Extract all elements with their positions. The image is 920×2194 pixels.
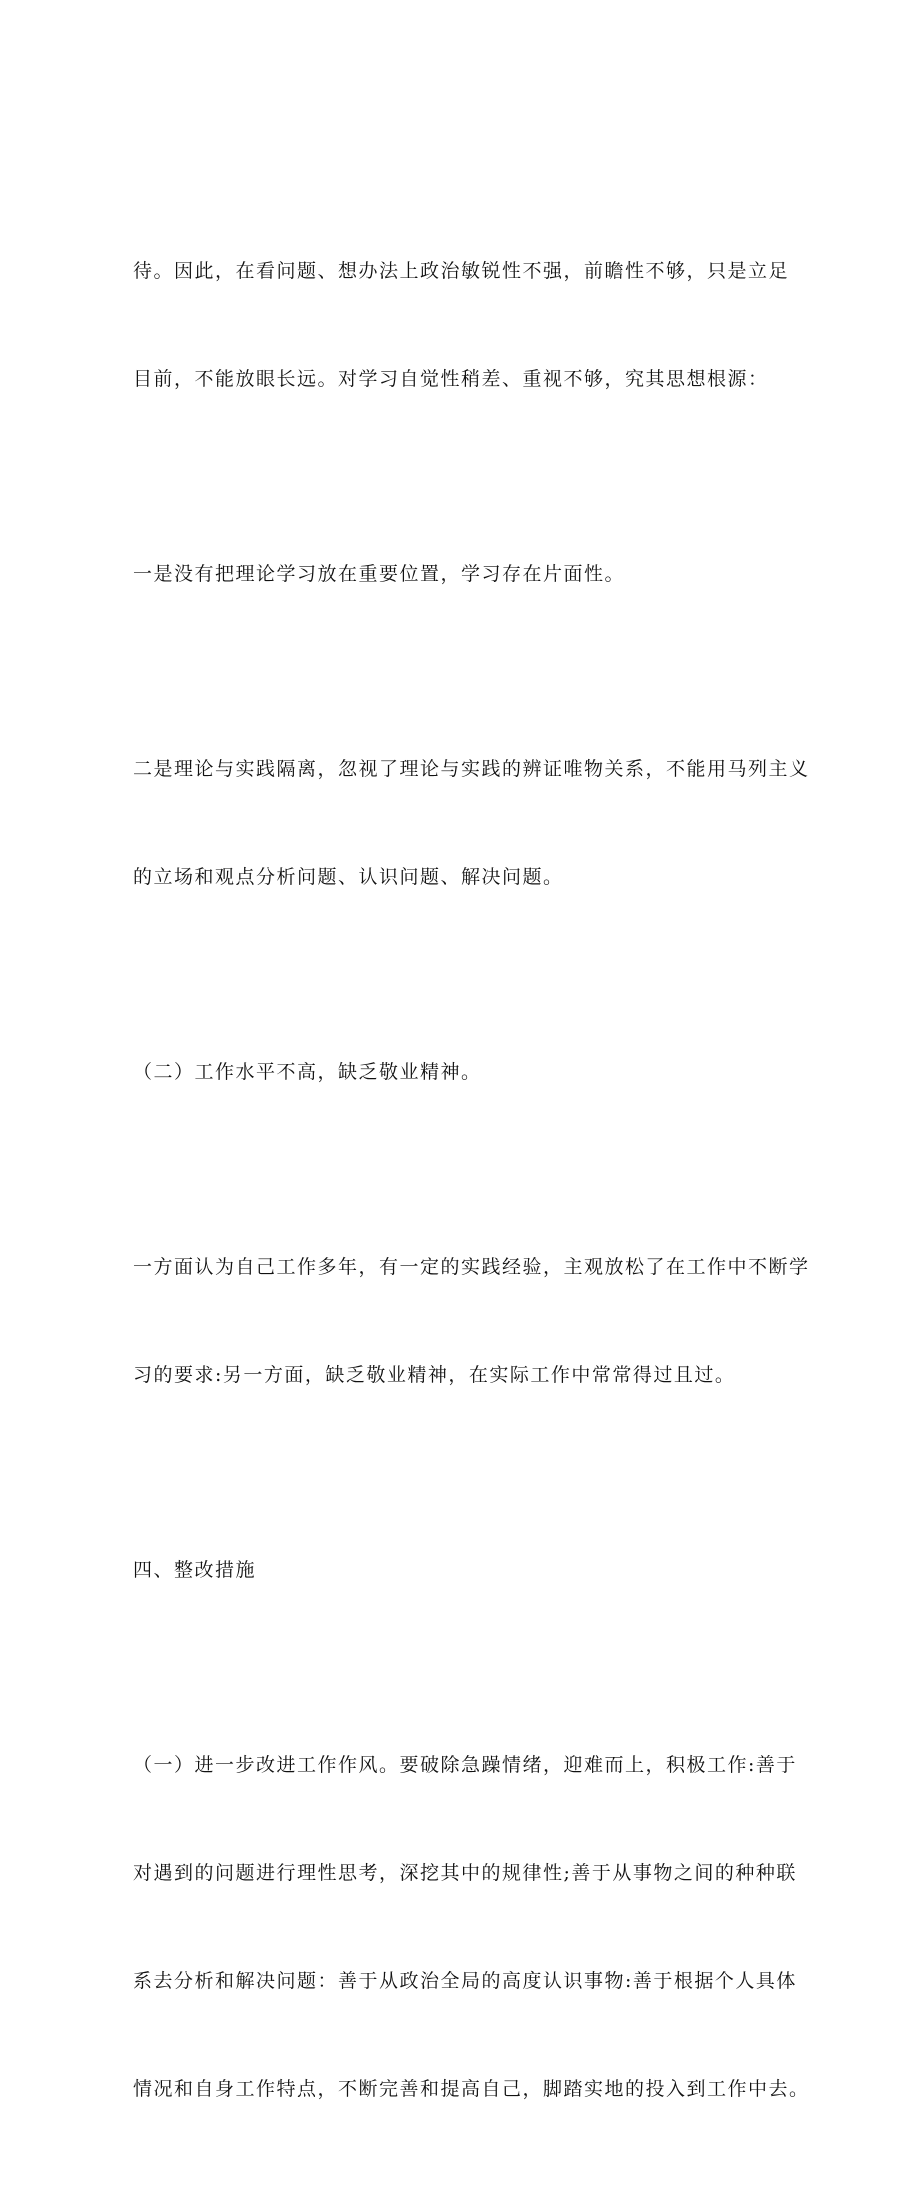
text-line: 的立场和观点分析问题、认识问题、解决问题。 (133, 866, 564, 888)
text-line: 一是没有把理论学习放在重要位置，学习存在片面性。 (133, 563, 626, 585)
paragraph-work-level (133, 1177, 833, 1465)
text-line: 习的要求:另一方面，缺乏敬业精神，在实际工作中常常得过且过。 (133, 1364, 736, 1386)
text-line: 二是理论与实践隔离，忽视了理论与实践的辨证唯物关系，不能用马列主义 (133, 758, 810, 780)
text-line: 一方面认为自己工作多年，有一定的实践经验，主观放松了在工作中不断学 (133, 1256, 810, 1278)
paragraph-point-one (133, 484, 833, 664)
paragraph-point-two (133, 679, 833, 967)
text-line: 情况和自身工作特点，不断完善和提高自己，脚踏实地的投入到工作中去。 (133, 2078, 810, 2100)
text-line: 待。因此，在看问题、想办法上政治敏锐性不强，前瞻性不够，只是立足 (133, 260, 790, 282)
text-line: 对遇到的问题进行理性思考，深挖其中的规律性;善于从事物之间的种种联 (133, 1862, 797, 1884)
paragraph-rectification-one (133, 1675, 833, 2179)
document-body (133, 181, 833, 2194)
text-line: 四、整改措施 (133, 1559, 257, 1581)
text-line: 系去分析和解决问题：善于从政治全局的高度认识事物:善于根据个人具体 (133, 1970, 797, 1992)
subheading-work-level (133, 982, 833, 1162)
paragraph-continuation (133, 181, 833, 469)
section-heading-rectification (133, 1480, 833, 1660)
text-line: 目前，不能放眼长远。对学习自觉性稍差、重视不够，究其思想根源： (133, 368, 769, 390)
text-line: （二）工作水平不高，缺乏敬业精神。 (133, 1061, 482, 1083)
text-line: （一）进一步改进工作作风。要破除急躁情绪，迎难而上，积极工作:善于 (133, 1754, 797, 1776)
